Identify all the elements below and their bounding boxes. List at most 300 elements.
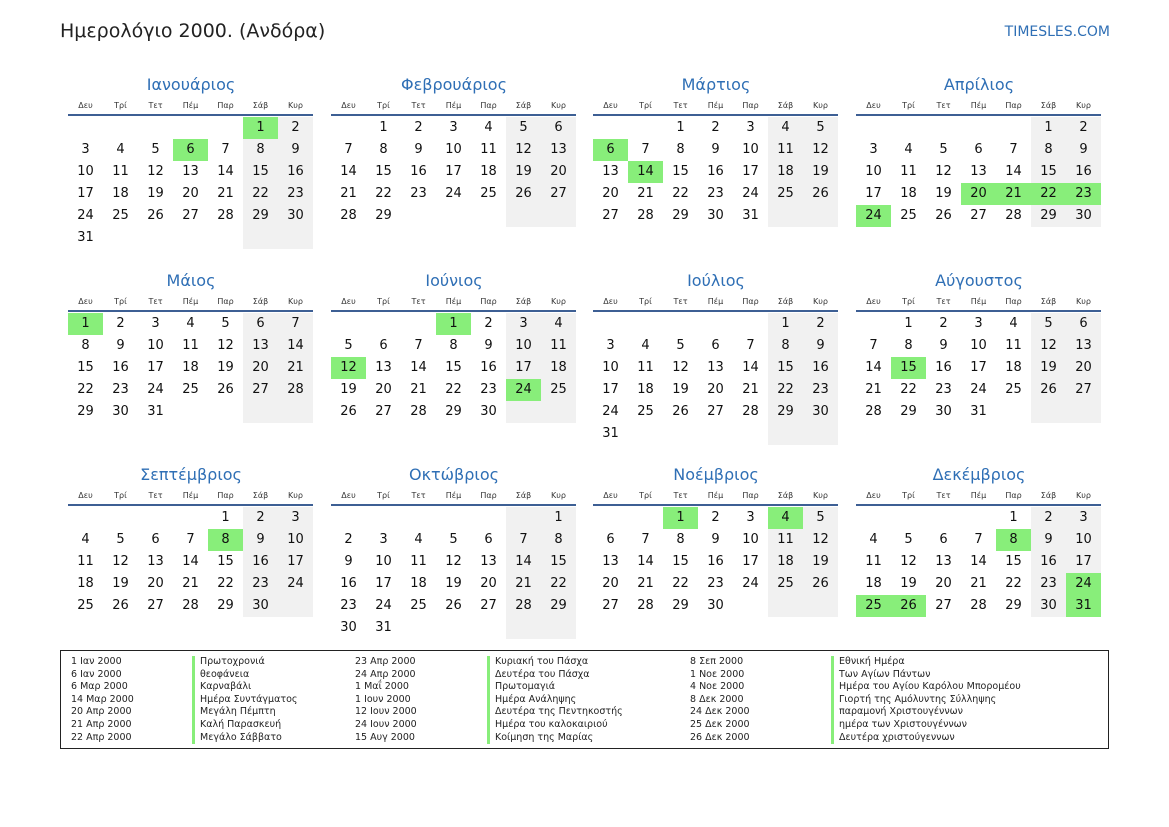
calendar-day[interactable]: 30 <box>1075 208 1092 223</box>
calendar-day[interactable]: 27 <box>550 186 567 201</box>
calendar-day-holiday[interactable]: 14 <box>628 161 663 183</box>
calendar-day[interactable]: 27 <box>707 404 724 419</box>
calendar-day[interactable]: 26 <box>340 404 357 419</box>
calendar-day[interactable]: 20 <box>147 576 164 591</box>
calendar-day[interactable]: 12 <box>935 164 952 179</box>
calendar-day[interactable]: 3 <box>974 316 983 331</box>
calendar-day[interactable]: 10 <box>77 164 94 179</box>
calendar-day[interactable]: 8 <box>1044 142 1053 157</box>
calendar-day[interactable]: 7 <box>746 338 755 353</box>
calendar-day[interactable]: 3 <box>746 120 755 135</box>
calendar-day[interactable]: 2 <box>816 316 825 331</box>
calendar-day[interactable]: 30 <box>252 598 269 613</box>
calendar-day[interactable]: 30 <box>935 404 952 419</box>
calendar-day[interactable]: 23 <box>340 598 357 613</box>
calendar-day[interactable]: 28 <box>410 404 427 419</box>
calendar-day[interactable]: 5 <box>151 142 160 157</box>
calendar-day[interactable]: 15 <box>445 360 462 375</box>
calendar-day[interactable]: 29 <box>900 404 917 419</box>
calendar-day[interactable]: 5 <box>344 338 353 353</box>
calendar-day[interactable]: 10 <box>147 338 164 353</box>
calendar-day[interactable]: 1 <box>221 510 230 525</box>
calendar-day[interactable]: 12 <box>217 338 234 353</box>
calendar-day[interactable]: 11 <box>77 554 94 569</box>
calendar-day[interactable]: 27 <box>970 208 987 223</box>
calendar-day[interactable]: 6 <box>974 142 983 157</box>
calendar-day[interactable]: 31 <box>970 404 987 419</box>
calendar-day[interactable]: 9 <box>1044 532 1053 547</box>
calendar-day[interactable]: 4 <box>81 532 90 547</box>
calendar-day[interactable]: 24 <box>375 598 392 613</box>
calendar-day-holiday[interactable]: 24 <box>506 379 541 401</box>
calendar-day[interactable]: 26 <box>445 598 462 613</box>
calendar-day[interactable]: 28 <box>217 208 234 223</box>
calendar-day[interactable]: 21 <box>637 576 654 591</box>
calendar-day[interactable]: 22 <box>550 576 567 591</box>
calendar-day[interactable]: 9 <box>939 338 948 353</box>
calendar-day[interactable]: 1 <box>1044 120 1053 135</box>
calendar-day[interactable]: 4 <box>116 142 125 157</box>
calendar-day[interactable]: 12 <box>112 554 129 569</box>
calendar-day[interactable]: 8 <box>904 338 913 353</box>
calendar-day[interactable]: 10 <box>970 338 987 353</box>
calendar-day[interactable]: 16 <box>935 360 952 375</box>
calendar-day-holiday[interactable]: 1 <box>436 313 471 335</box>
calendar-day[interactable]: 16 <box>1040 554 1057 569</box>
calendar-day[interactable]: 28 <box>742 404 759 419</box>
calendar-day[interactable]: 6 <box>379 338 388 353</box>
calendar-day[interactable]: 2 <box>291 120 300 135</box>
calendar-day[interactable]: 18 <box>900 186 917 201</box>
calendar-day[interactable]: 19 <box>217 360 234 375</box>
calendar-day[interactable]: 27 <box>935 598 952 613</box>
calendar-day[interactable]: 11 <box>480 142 497 157</box>
calendar-day[interactable]: 22 <box>900 382 917 397</box>
calendar-day[interactable]: 5 <box>816 510 825 525</box>
calendar-day-holiday[interactable]: 25 <box>856 595 891 617</box>
calendar-day[interactable]: 3 <box>291 510 300 525</box>
calendar-day[interactable]: 29 <box>252 208 269 223</box>
calendar-day-holiday[interactable]: 1 <box>663 507 698 529</box>
calendar-day[interactable]: 26 <box>112 598 129 613</box>
calendar-day[interactable]: 30 <box>707 208 724 223</box>
calendar-day[interactable]: 19 <box>515 164 532 179</box>
calendar-day[interactable]: 20 <box>480 576 497 591</box>
calendar-day[interactable]: 9 <box>256 532 265 547</box>
calendar-day[interactable]: 8 <box>676 142 685 157</box>
calendar-day[interactable]: 23 <box>480 382 497 397</box>
calendar-day[interactable]: 30 <box>287 208 304 223</box>
calendar-day[interactable]: 19 <box>112 576 129 591</box>
calendar-day[interactable]: 6 <box>151 532 160 547</box>
calendar-day[interactable]: 16 <box>1075 164 1092 179</box>
calendar-day-holiday[interactable]: 1 <box>243 117 278 139</box>
calendar-day[interactable]: 17 <box>77 186 94 201</box>
calendar-day[interactable]: 14 <box>970 554 987 569</box>
calendar-day[interactable]: 15 <box>77 360 94 375</box>
calendar-day[interactable]: 8 <box>781 338 790 353</box>
calendar-day[interactable]: 6 <box>711 338 720 353</box>
calendar-day[interactable]: 21 <box>217 186 234 201</box>
calendar-day-holiday[interactable]: 21 <box>996 183 1031 205</box>
calendar-day[interactable]: 12 <box>900 554 917 569</box>
calendar-day[interactable]: 13 <box>970 164 987 179</box>
calendar-day[interactable]: 18 <box>550 360 567 375</box>
calendar-day[interactable]: 28 <box>287 382 304 397</box>
calendar-day[interactable]: 27 <box>602 208 619 223</box>
calendar-day[interactable]: 10 <box>287 532 304 547</box>
calendar-day[interactable]: 28 <box>1005 208 1022 223</box>
calendar-day[interactable]: 15 <box>550 554 567 569</box>
calendar-day[interactable]: 23 <box>112 382 129 397</box>
calendar-day[interactable]: 5 <box>221 316 230 331</box>
calendar-day[interactable]: 9 <box>816 338 825 353</box>
calendar-day[interactable]: 27 <box>375 404 392 419</box>
calendar-day[interactable]: 25 <box>112 208 129 223</box>
calendar-day[interactable]: 21 <box>515 576 532 591</box>
calendar-day[interactable]: 20 <box>182 186 199 201</box>
calendar-day[interactable]: 29 <box>77 404 94 419</box>
calendar-day[interactable]: 15 <box>375 164 392 179</box>
calendar-day[interactable]: 2 <box>711 510 720 525</box>
calendar-day[interactable]: 17 <box>445 164 462 179</box>
calendar-day-holiday[interactable]: 24 <box>1066 573 1101 595</box>
calendar-day[interactable]: 10 <box>375 554 392 569</box>
calendar-day[interactable]: 10 <box>742 532 759 547</box>
calendar-day[interactable]: 8 <box>256 142 265 157</box>
calendar-day[interactable]: 2 <box>939 316 948 331</box>
calendar-day[interactable]: 17 <box>1075 554 1092 569</box>
calendar-day[interactable]: 10 <box>445 142 462 157</box>
calendar-day[interactable]: 23 <box>1040 576 1057 591</box>
calendar-day[interactable]: 18 <box>865 576 882 591</box>
calendar-day[interactable]: 23 <box>707 186 724 201</box>
calendar-day[interactable]: 19 <box>672 382 689 397</box>
calendar-day[interactable]: 11 <box>900 164 917 179</box>
calendar-day[interactable]: 5 <box>1044 316 1053 331</box>
calendar-day[interactable]: 14 <box>742 360 759 375</box>
calendar-day[interactable]: 11 <box>550 338 567 353</box>
calendar-day[interactable]: 25 <box>550 382 567 397</box>
calendar-day[interactable]: 20 <box>550 164 567 179</box>
calendar-day[interactable]: 28 <box>515 598 532 613</box>
calendar-day[interactable]: 25 <box>77 598 94 613</box>
calendar-day[interactable]: 2 <box>116 316 125 331</box>
calendar-day[interactable]: 17 <box>742 554 759 569</box>
calendar-day[interactable]: 26 <box>812 186 829 201</box>
calendar-day[interactable]: 17 <box>147 360 164 375</box>
calendar-day[interactable]: 17 <box>287 554 304 569</box>
calendar-day[interactable]: 7 <box>186 532 195 547</box>
calendar-day[interactable]: 3 <box>379 532 388 547</box>
calendar-day[interactable]: 9 <box>711 142 720 157</box>
calendar-day[interactable]: 27 <box>147 598 164 613</box>
calendar-day[interactable]: 22 <box>445 382 462 397</box>
calendar-day[interactable]: 23 <box>935 382 952 397</box>
calendar-day[interactable]: 26 <box>147 208 164 223</box>
calendar-day[interactable]: 7 <box>641 142 650 157</box>
calendar-day[interactable]: 4 <box>414 532 423 547</box>
calendar-day[interactable]: 9 <box>414 142 423 157</box>
calendar-day[interactable]: 21 <box>410 382 427 397</box>
calendar-day[interactable]: 16 <box>287 164 304 179</box>
calendar-day[interactable]: 6 <box>1079 316 1088 331</box>
calendar-day[interactable]: 16 <box>707 164 724 179</box>
calendar-day[interactable]: 15 <box>1005 554 1022 569</box>
calendar-day[interactable]: 22 <box>777 382 794 397</box>
calendar-day[interactable]: 5 <box>904 532 913 547</box>
calendar-day[interactable]: 23 <box>812 382 829 397</box>
calendar-day[interactable]: 22 <box>217 576 234 591</box>
calendar-day[interactable]: 30 <box>1040 598 1057 613</box>
calendar-day[interactable]: 10 <box>865 164 882 179</box>
calendar-day[interactable]: 12 <box>812 142 829 157</box>
calendar-day[interactable]: 5 <box>519 120 528 135</box>
calendar-day[interactable]: 22 <box>77 382 94 397</box>
calendar-day-holiday[interactable]: 15 <box>891 357 926 379</box>
calendar-day[interactable]: 22 <box>375 186 392 201</box>
calendar-day[interactable]: 23 <box>707 576 724 591</box>
calendar-day[interactable]: 25 <box>410 598 427 613</box>
calendar-day-holiday[interactable]: 6 <box>593 139 628 161</box>
calendar-day-holiday[interactable]: 20 <box>961 183 996 205</box>
calendar-day[interactable]: 7 <box>641 532 650 547</box>
calendar-day[interactable]: 20 <box>602 186 619 201</box>
calendar-day-holiday[interactable]: 26 <box>891 595 926 617</box>
calendar-day[interactable]: 24 <box>445 186 462 201</box>
calendar-day[interactable]: 29 <box>1040 208 1057 223</box>
calendar-day[interactable]: 11 <box>637 360 654 375</box>
calendar-day[interactable]: 21 <box>865 382 882 397</box>
calendar-day[interactable]: 2 <box>484 316 493 331</box>
calendar-day[interactable]: 23 <box>252 576 269 591</box>
calendar-day[interactable]: 30 <box>112 404 129 419</box>
calendar-day[interactable]: 1 <box>781 316 790 331</box>
calendar-day[interactable]: 19 <box>147 186 164 201</box>
calendar-day[interactable]: 13 <box>1075 338 1092 353</box>
calendar-day[interactable]: 1 <box>554 510 563 525</box>
calendar-day[interactable]: 3 <box>869 142 878 157</box>
calendar-day[interactable]: 19 <box>812 164 829 179</box>
calendar-day[interactable]: 24 <box>602 404 619 419</box>
calendar-day[interactable]: 14 <box>340 164 357 179</box>
calendar-day[interactable]: 7 <box>291 316 300 331</box>
calendar-day[interactable]: 7 <box>974 532 983 547</box>
calendar-day[interactable]: 15 <box>252 164 269 179</box>
calendar-day[interactable]: 18 <box>777 164 794 179</box>
calendar-day[interactable]: 18 <box>77 576 94 591</box>
calendar-day[interactable]: 1 <box>1009 510 1018 525</box>
calendar-day[interactable]: 21 <box>742 382 759 397</box>
calendar-day[interactable]: 9 <box>291 142 300 157</box>
calendar-day[interactable]: 12 <box>672 360 689 375</box>
calendar-day[interactable]: 9 <box>1079 142 1088 157</box>
calendar-day[interactable]: 6 <box>484 532 493 547</box>
calendar-day[interactable]: 15 <box>672 554 689 569</box>
calendar-day[interactable]: 4 <box>554 316 563 331</box>
calendar-day[interactable]: 28 <box>637 598 654 613</box>
calendar-day[interactable]: 5 <box>676 338 685 353</box>
calendar-day[interactable]: 21 <box>637 186 654 201</box>
calendar-day[interactable]: 11 <box>182 338 199 353</box>
calendar-day[interactable]: 16 <box>480 360 497 375</box>
calendar-day[interactable]: 12 <box>445 554 462 569</box>
calendar-day[interactable]: 2 <box>1079 120 1088 135</box>
calendar-day[interactable]: 16 <box>112 360 129 375</box>
calendar-day[interactable]: 9 <box>116 338 125 353</box>
calendar-day[interactable]: 2 <box>344 532 353 547</box>
calendar-day[interactable]: 5 <box>449 532 458 547</box>
calendar-day[interactable]: 10 <box>1075 532 1092 547</box>
calendar-day[interactable]: 20 <box>1075 360 1092 375</box>
calendar-day[interactable]: 20 <box>602 576 619 591</box>
calendar-day[interactable]: 14 <box>1005 164 1022 179</box>
calendar-day[interactable]: 24 <box>287 576 304 591</box>
calendar-day[interactable]: 3 <box>519 316 528 331</box>
calendar-day[interactable]: 13 <box>147 554 164 569</box>
calendar-day[interactable]: 28 <box>970 598 987 613</box>
calendar-day[interactable]: 31 <box>742 208 759 223</box>
calendar-day[interactable]: 12 <box>515 142 532 157</box>
calendar-day[interactable]: 24 <box>742 186 759 201</box>
calendar-day[interactable]: 20 <box>375 382 392 397</box>
calendar-day[interactable]: 6 <box>939 532 948 547</box>
calendar-day[interactable]: 4 <box>781 120 790 135</box>
calendar-day[interactable]: 12 <box>812 532 829 547</box>
calendar-day[interactable]: 12 <box>1040 338 1057 353</box>
calendar-day[interactable]: 5 <box>939 142 948 157</box>
calendar-day[interactable]: 29 <box>445 404 462 419</box>
calendar-day[interactable]: 28 <box>340 208 357 223</box>
calendar-day[interactable]: 5 <box>816 120 825 135</box>
calendar-day[interactable]: 3 <box>81 142 90 157</box>
calendar-day[interactable]: 6 <box>606 532 615 547</box>
calendar-day-holiday[interactable]: 23 <box>1066 183 1101 205</box>
calendar-day[interactable]: 25 <box>777 186 794 201</box>
calendar-day[interactable]: 14 <box>865 360 882 375</box>
calendar-day[interactable]: 30 <box>707 598 724 613</box>
calendar-day[interactable]: 31 <box>77 230 94 245</box>
calendar-day[interactable]: 31 <box>602 426 619 441</box>
calendar-day[interactable]: 2 <box>414 120 423 135</box>
calendar-day[interactable]: 4 <box>1009 316 1018 331</box>
calendar-day[interactable]: 15 <box>777 360 794 375</box>
calendar-day[interactable]: 21 <box>182 576 199 591</box>
calendar-day[interactable]: 26 <box>1040 382 1057 397</box>
calendar-day[interactable]: 27 <box>480 598 497 613</box>
calendar-day[interactable]: 8 <box>554 532 563 547</box>
calendar-day[interactable]: 8 <box>676 532 685 547</box>
calendar-day[interactable]: 7 <box>519 532 528 547</box>
calendar-day[interactable]: 13 <box>707 360 724 375</box>
calendar-day[interactable]: 18 <box>777 554 794 569</box>
calendar-day-holiday[interactable]: 8 <box>996 529 1031 551</box>
calendar-day[interactable]: 3 <box>151 316 160 331</box>
calendar-day[interactable]: 25 <box>480 186 497 201</box>
calendar-day[interactable]: 24 <box>77 208 94 223</box>
calendar-day[interactable]: 29 <box>217 598 234 613</box>
calendar-day[interactable]: 27 <box>1075 382 1092 397</box>
calendar-day[interactable]: 30 <box>340 620 357 635</box>
calendar-day[interactable]: 24 <box>970 382 987 397</box>
calendar-day-holiday[interactable]: 12 <box>331 357 366 379</box>
calendar-day[interactable]: 3 <box>449 120 458 135</box>
calendar-day[interactable]: 14 <box>182 554 199 569</box>
calendar-day[interactable]: 16 <box>340 576 357 591</box>
calendar-day[interactable]: 25 <box>900 208 917 223</box>
calendar-day[interactable]: 20 <box>707 382 724 397</box>
calendar-day[interactable]: 3 <box>1079 510 1088 525</box>
calendar-day[interactable]: 13 <box>375 360 392 375</box>
calendar-day[interactable]: 4 <box>484 120 493 135</box>
calendar-day[interactable]: 10 <box>602 360 619 375</box>
calendar-day[interactable]: 9 <box>344 554 353 569</box>
calendar-day[interactable]: 13 <box>602 164 619 179</box>
calendar-day[interactable]: 15 <box>672 164 689 179</box>
calendar-day[interactable]: 14 <box>410 360 427 375</box>
calendar-day[interactable]: 29 <box>1005 598 1022 613</box>
calendar-day[interactable]: 10 <box>742 142 759 157</box>
calendar-day[interactable]: 2 <box>1044 510 1053 525</box>
calendar-day[interactable]: 11 <box>1005 338 1022 353</box>
calendar-day[interactable]: 19 <box>935 186 952 201</box>
calendar-day-holiday[interactable]: 8 <box>208 529 243 551</box>
calendar-day[interactable]: 26 <box>812 576 829 591</box>
calendar-day[interactable]: 2 <box>256 510 265 525</box>
calendar-day[interactable]: 9 <box>484 338 493 353</box>
calendar-day[interactable]: 16 <box>410 164 427 179</box>
calendar-day-holiday[interactable]: 6 <box>173 139 208 161</box>
calendar-day[interactable]: 30 <box>480 404 497 419</box>
calendar-day[interactable]: 1 <box>904 316 913 331</box>
calendar-day[interactable]: 15 <box>217 554 234 569</box>
calendar-day[interactable]: 6 <box>256 316 265 331</box>
calendar-day[interactable]: 29 <box>375 208 392 223</box>
calendar-day[interactable]: 23 <box>410 186 427 201</box>
calendar-day[interactable]: 4 <box>904 142 913 157</box>
calendar-day[interactable]: 24 <box>147 382 164 397</box>
calendar-day[interactable]: 20 <box>252 360 269 375</box>
calendar-day[interactable]: 22 <box>252 186 269 201</box>
calendar-day-holiday[interactable]: 1 <box>68 313 103 335</box>
calendar-day[interactable]: 7 <box>869 338 878 353</box>
calendar-day[interactable]: 13 <box>602 554 619 569</box>
brand-link[interactable]: TIMESLES.COM <box>1004 24 1110 40</box>
calendar-day[interactable]: 31 <box>375 620 392 635</box>
calendar-day[interactable]: 28 <box>865 404 882 419</box>
calendar-day[interactable]: 4 <box>186 316 195 331</box>
calendar-day[interactable]: 3 <box>746 510 755 525</box>
calendar-day[interactable]: 17 <box>865 186 882 201</box>
calendar-day[interactable]: 8 <box>379 142 388 157</box>
calendar-day[interactable]: 15 <box>1040 164 1057 179</box>
calendar-day[interactable]: 21 <box>287 360 304 375</box>
calendar-day[interactable]: 19 <box>340 382 357 397</box>
calendar-day[interactable]: 26 <box>672 404 689 419</box>
calendar-day[interactable]: 13 <box>252 338 269 353</box>
calendar-day[interactable]: 20 <box>935 576 952 591</box>
calendar-day[interactable]: 19 <box>900 576 917 591</box>
calendar-day[interactable]: 14 <box>217 164 234 179</box>
calendar-day[interactable]: 21 <box>970 576 987 591</box>
calendar-day-holiday[interactable]: 22 <box>1031 183 1066 205</box>
calendar-day[interactable]: 7 <box>414 338 423 353</box>
calendar-day[interactable]: 18 <box>182 360 199 375</box>
calendar-day[interactable]: 18 <box>112 186 129 201</box>
calendar-day[interactable]: 16 <box>252 554 269 569</box>
calendar-day[interactable]: 11 <box>777 142 794 157</box>
calendar-day[interactable]: 11 <box>777 532 794 547</box>
